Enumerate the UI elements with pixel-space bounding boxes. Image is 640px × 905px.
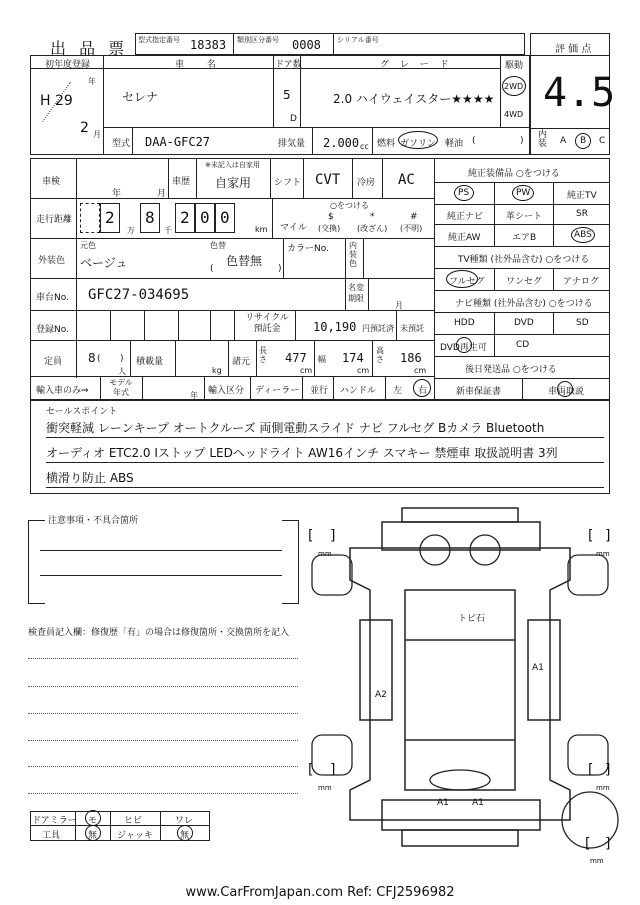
equip-navi: 純正ナビ: [447, 212, 484, 222]
equip-leather: 革シート: [506, 212, 543, 222]
reg-no-label: 登録No.: [36, 325, 69, 335]
km-unit: km: [255, 225, 268, 234]
recycle-label: リサイクル預託金: [245, 313, 289, 334]
damage-a1-rear-2: A1: [472, 798, 484, 808]
sen-unit: 千: [164, 226, 172, 235]
dollar-mark: $: [328, 212, 334, 222]
height: 186: [400, 351, 422, 365]
equip-pw: PW: [516, 188, 531, 198]
first-reg-month: 2: [80, 120, 89, 136]
grade-label: 評 価 点: [555, 44, 592, 55]
model-label: 型式: [112, 139, 131, 149]
bracket-spare-close: ]: [605, 836, 611, 852]
navi-sd: SD: [576, 318, 589, 328]
equip-tv: 純正TV: [567, 191, 597, 201]
bracket-rr-close: ]: [605, 762, 611, 778]
recycle-unpaid: 未預託: [400, 324, 424, 333]
hei-unit: cm: [414, 366, 427, 375]
grade: 2.0 ハイウェイスター★★★★: [333, 92, 495, 106]
docs-warranty: 新車保証書: [456, 387, 502, 397]
cap-paren-close: ): [120, 354, 124, 364]
fuel-paren-open: (: [472, 136, 476, 146]
ware-label: ワレ: [175, 816, 194, 826]
capacity-label: 定員: [44, 357, 63, 367]
jack-label: ジャッキ: [117, 831, 153, 841]
drive-label: 駆動: [505, 61, 524, 71]
name-label: 車 名: [175, 60, 226, 70]
bracket-fr-close: ]: [605, 528, 611, 544]
doors-d: D: [290, 114, 297, 124]
tools-value: 無: [88, 831, 98, 841]
len-unit: cm: [300, 366, 313, 375]
deadline-label: 名変期限: [348, 283, 364, 303]
ac: AC: [398, 172, 415, 188]
mm-rr: mm: [596, 784, 610, 792]
swap-label: (交換): [318, 224, 341, 233]
fuel-value: ガソリン: [400, 139, 437, 149]
bracket-rl-close: ]: [330, 762, 336, 778]
mm-fl: mm: [318, 550, 332, 558]
page-title: 出 品 票: [50, 39, 129, 58]
serial-label: シリアル番号: [337, 36, 379, 44]
handle-left: 左: [393, 386, 403, 396]
disp-label: 排気量: [278, 139, 306, 149]
fuel-other: 軽油: [445, 139, 464, 149]
tv-fullseg: フルセグ: [449, 277, 485, 287]
shaken-month: 月: [157, 189, 167, 199]
people-unit: 人: [118, 367, 126, 376]
chassis-no: GFC27-034695: [88, 287, 190, 303]
damage-a1-right: A1: [532, 663, 544, 673]
mileage-circle-note: ○をつける: [330, 201, 369, 210]
import-only-label: 輸入車のみ⇒: [36, 386, 89, 396]
mm-fr: mm: [596, 550, 610, 558]
bracket-spare-open: [: [585, 836, 591, 852]
shaken-label: 車検: [42, 177, 61, 187]
handle-right: 右: [418, 386, 428, 396]
deadline-month: 月: [395, 301, 403, 310]
fuel-paren-close: ): [520, 136, 524, 146]
color-no-label: カラーNo.: [287, 244, 329, 254]
equip-airbag: エアB: [512, 233, 537, 243]
drive-2wd: 2WD: [504, 82, 524, 91]
navi-dvd: DVD: [514, 318, 534, 328]
tv-analog: アナログ: [563, 277, 600, 287]
int-color-label: 内装色: [349, 241, 357, 268]
equip-ps: PS: [458, 188, 470, 198]
interior-a: A: [560, 136, 567, 146]
grade-col-label: グ レ ー ド: [380, 60, 453, 70]
mileage-d4: 0: [200, 208, 210, 227]
equip-title: 純正装備品 ○をつける: [468, 169, 560, 179]
mileage-d5: 0: [220, 208, 230, 227]
bracket-fr-open: [: [588, 528, 594, 544]
history-label: 車歴: [172, 177, 191, 187]
mile-unit: マイル: [280, 223, 307, 233]
fuel-label: 燃料: [377, 139, 396, 149]
hash-mark: #: [410, 212, 418, 222]
bracket-rr-open: [: [588, 762, 594, 778]
width: 174: [342, 351, 364, 365]
type-no: 18383: [190, 38, 227, 52]
tv-oneseg: ワンセグ: [506, 277, 543, 287]
score: 4.5: [543, 70, 616, 116]
height-label: 高さ: [376, 346, 384, 364]
capacity: 8: [88, 351, 96, 365]
mm-rl: mm: [318, 784, 332, 792]
recycle-unit: 円預託済: [362, 324, 394, 333]
jack-value: 無: [180, 831, 190, 841]
repaint-label: 色替: [210, 241, 226, 250]
damage-a1-rear-1: A1: [437, 798, 449, 808]
ac-label: 冷房: [357, 178, 376, 188]
ext-color-label: 外装色: [38, 256, 66, 266]
doors-label: ドア数: [275, 60, 302, 70]
disp-unit: cc: [360, 142, 369, 151]
len-label: 長さ: [259, 346, 267, 364]
car-name: セレナ: [122, 90, 159, 104]
docs-title: 後日発送品 ○をつける: [465, 365, 557, 375]
mileage-d1: 2: [105, 208, 115, 227]
repaint-value: 色替無: [226, 254, 263, 268]
navi-cd: CD: [516, 340, 530, 350]
footer-ref: www.CarFromJapan.com Ref: CFJ2596982: [185, 885, 455, 900]
interior-c: C: [599, 136, 606, 146]
mileage-label: 走行距離: [36, 215, 73, 225]
interior-b: B: [580, 136, 587, 146]
sales-label: セールスポイント: [46, 407, 118, 417]
navi-title: ナビ種類 (社外品含む) ○をつける: [455, 299, 593, 309]
bracket-fl-open: [: [308, 528, 314, 544]
displacement: 2.000: [323, 136, 360, 150]
navi-hdd: HDD: [454, 318, 475, 328]
kg-unit: kg: [212, 366, 222, 375]
mirror-label: ドアミラー: [32, 816, 77, 826]
handle-label: ハンドル: [340, 386, 377, 396]
import-class-label: 輸入区分: [208, 386, 245, 396]
tools-label: 工具: [42, 831, 61, 841]
man-unit: 万: [127, 226, 135, 235]
chassis-label: 車台No.: [36, 293, 69, 303]
equip-aw: 純正AW: [448, 233, 481, 243]
mileage-d3: 2: [180, 208, 190, 227]
doors: 5: [283, 88, 291, 102]
model-year-label: モデル年式: [109, 378, 133, 397]
model: DAA-GFC27: [145, 135, 211, 149]
ext-color: ベージュ: [80, 256, 128, 270]
unknown-label: (不明): [400, 224, 423, 233]
month-unit: 月: [93, 130, 101, 139]
shift: CVT: [315, 172, 341, 188]
navi-dvd-play: DVD再生可: [440, 343, 487, 353]
type-no-label: 型式指定番号: [138, 36, 180, 44]
year-unit: 年: [88, 77, 96, 86]
damage-stone-chip: トビ石: [458, 614, 486, 624]
drive-4wd: 4WD: [504, 110, 524, 119]
docs-manual: 車両取説: [548, 387, 585, 397]
sales-line1: 衝突軽減 レーンキープ オートクルーズ 両側電動スライド ナビ フルセグ Bカメラ Bluetooth: [46, 421, 545, 435]
model-year-unit: 年: [190, 391, 198, 400]
dims-label: 諸元: [232, 357, 251, 367]
wid-unit: cm: [357, 366, 370, 375]
history-note: ※未記入は自家用: [205, 161, 260, 169]
history: 自家用: [215, 176, 252, 190]
first-reg-era: H 29: [40, 93, 73, 109]
cap-paren-open: (: [97, 354, 101, 364]
repaint-paren-open: (: [210, 264, 214, 274]
sales-line2: オーディオ ETC2.0 Iストップ LEDヘッドライト AW16インチ スマキー 禁煙車 取扱説明書 3列: [46, 446, 558, 460]
tv-title: TV種類 (社外品含む) ○をつける: [458, 255, 590, 265]
hibi-label: ヒビ: [124, 816, 143, 826]
class-no: 0008: [292, 38, 321, 52]
load-label: 積載量: [136, 357, 164, 367]
altered-label: (改ざん): [357, 224, 388, 233]
recycle-amount: 10,190: [313, 320, 357, 334]
interior-label: 内装: [538, 130, 548, 149]
notes-label: 注意事項・不具合箇所: [48, 516, 139, 526]
first-reg-label: 初年度登録: [45, 60, 91, 70]
equip-abs: ABS: [574, 230, 592, 240]
damage-a2-left: A2: [375, 690, 387, 700]
parallel: 並行: [310, 386, 329, 396]
dealer: ディーラー: [255, 386, 300, 396]
width-label: 幅: [318, 355, 326, 364]
shift-label: シフト: [274, 178, 302, 188]
class-label: 類別区分番号: [237, 36, 279, 44]
equip-sr: SR: [576, 209, 588, 219]
star-mark: *: [370, 212, 375, 222]
inspector-label: 検査員記入欄：修復歴「有」の場合は修復箇所・交換箇所を記入: [28, 628, 290, 638]
bracket-rl-open: [: [308, 762, 314, 778]
car-diagram: [300, 500, 620, 870]
repaint-paren-close: ): [278, 264, 282, 274]
mileage-d2: 8: [145, 208, 155, 227]
mm-spare: mm: [590, 857, 604, 865]
bracket-fl-close: ]: [330, 528, 336, 544]
orig-color-label: 元色: [80, 241, 96, 250]
length: 477: [285, 351, 307, 365]
mirror-value: モ: [88, 816, 98, 826]
sales-line3: 横滑り防止 ABS: [46, 471, 134, 485]
shaken-year: 年: [112, 189, 122, 199]
